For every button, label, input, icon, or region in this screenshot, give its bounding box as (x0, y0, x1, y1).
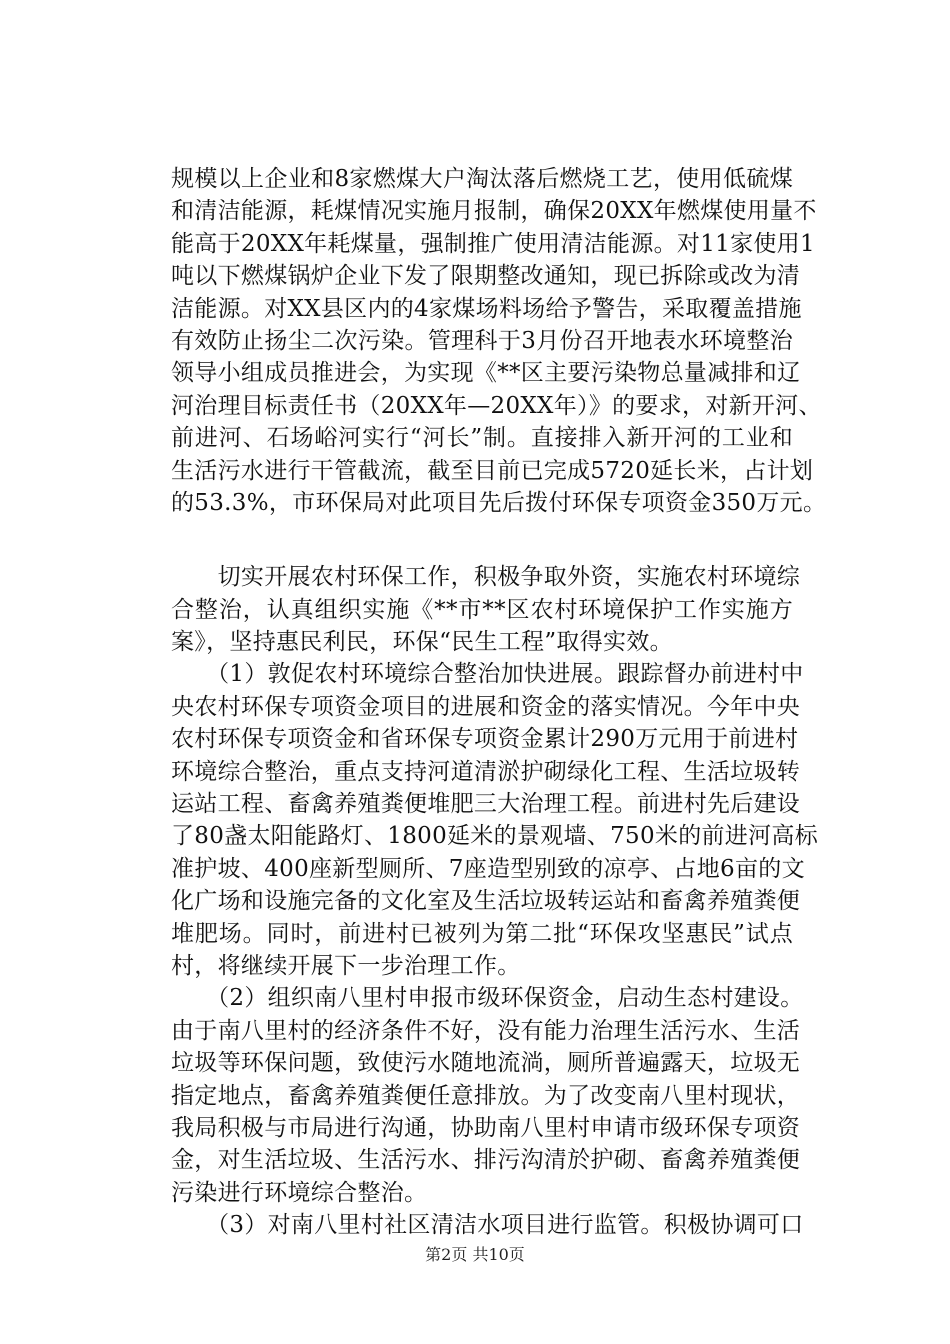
text-line: 规模以上企业和8家燃煤大户淘汰落后燃烧工艺，使用低硫煤 (171, 166, 793, 192)
text-line: 前进河、石场峪河实行“河长”制。直接排入新开河的工业和 (171, 425, 793, 452)
paragraph-gap (171, 519, 793, 561)
text-line: 和清洁能源，耗煤情况实施月报制，确保20XX年燃煤使用量不 (171, 198, 817, 225)
paragraph-pollution-control (171, 163, 827, 519)
text-line: 农村环保专项资金和省环保专项资金累计290万元用于前进村 (171, 726, 799, 753)
text-line: 能高于20XX年耗煤量，强制推广使用清洁能源。对11家使用1 (171, 230, 815, 257)
text-line: （1）敦促农村环境综合整治加快进展。跟踪督办前进村中 (171, 661, 804, 688)
text-line: 我局积极与市局进行沟通，协助南八里村申请市级环保专项资 (171, 1114, 801, 1141)
text-line: （2）组织南八里村申报市级环保资金，启动生态村建设。 (171, 985, 804, 1012)
text-line: 污染进行环境综合整治。 (171, 1179, 428, 1206)
text-line: 案》，坚持惠民利民，环保“民生工程”取得实效。 (171, 629, 673, 656)
text-line: 央农村环保专项资金项目的进展和资金的落实情况。今年中央 (171, 693, 801, 720)
text-line: 了80盏太阳能路灯、1800延米的景观墙、750米的前进河高标 (171, 823, 818, 850)
text-line: 指定地点，畜禽养殖粪便任意排放。为了改变南八里村现状， (171, 1082, 801, 1109)
text-line: 村，将继续开展下一步治理工作。 (171, 952, 521, 979)
text-line: 领导小组成员推进会，为实现《**区主要污染物总量减排和辽 (171, 360, 801, 387)
text-line: 吨以下燃煤锅炉企业下发了限期整改通知，现已拆除或改为清 (171, 263, 801, 290)
text-line: 的53.3%，市环保局对此项目先后拨付环保专项资金350万元。 (171, 489, 827, 516)
text-line: （3）对南八里村社区清洁水项目进行监管。积极协调可口 (171, 1212, 804, 1239)
text-line: 切实开展农村环保工作，积极争取外资，实施农村环境综 (171, 564, 801, 591)
text-line: 运站工程、畜禽养殖粪便堆肥三大治理工程。前进村先后建设 (171, 791, 801, 818)
text-line: 有效防止扬尘二次污染。管理科于3月份召开地表水环境整治 (171, 327, 793, 354)
text-line: 环境综合整治，重点支持河道清淤护砌绿化工程、生活垃圾转 (171, 758, 801, 785)
text-line: 洁能源。对XX县区内的4家煤场料场给予警告，采取覆盖措施 (171, 295, 802, 322)
text-line: 垃圾等环保问题，致使污水随地流淌，厕所普遍露天，垃圾无 (171, 1050, 801, 1077)
document-body (171, 163, 827, 1242)
text-line: 河治理目标责任书（20XX年—20XX年）》的要求，对新开河、 (171, 392, 822, 419)
text-line: 由于南八里村的经济条件不好，没有能力治理生活污水、生活 (171, 1017, 801, 1044)
text-line: 金，对生活垃圾、生活污水、排污沟清於护砌、畜禽养殖粪便 (171, 1147, 801, 1174)
text-line: 生活污水进行干管截流，截至目前已完成5720延长米，占计划 (171, 457, 814, 484)
text-line: 合整治，认真组织实施《**市**区农村环境保护工作实施方 (171, 596, 793, 623)
text-line: 化广场和设施完备的文化室及生活垃圾转运站和畜禽养殖粪便 (171, 888, 801, 915)
paragraph-rural-environment (171, 561, 818, 1241)
text-line: 堆肥场。同时，前进村已被列为第二批“环保攻坚惠民”试点 (171, 920, 793, 947)
page-number-footer: 第2页 共10页 (425, 1245, 525, 1264)
text-line: 准护坡、400座新型厕所、7座造型别致的凉亭、占地6亩的文 (171, 855, 805, 882)
